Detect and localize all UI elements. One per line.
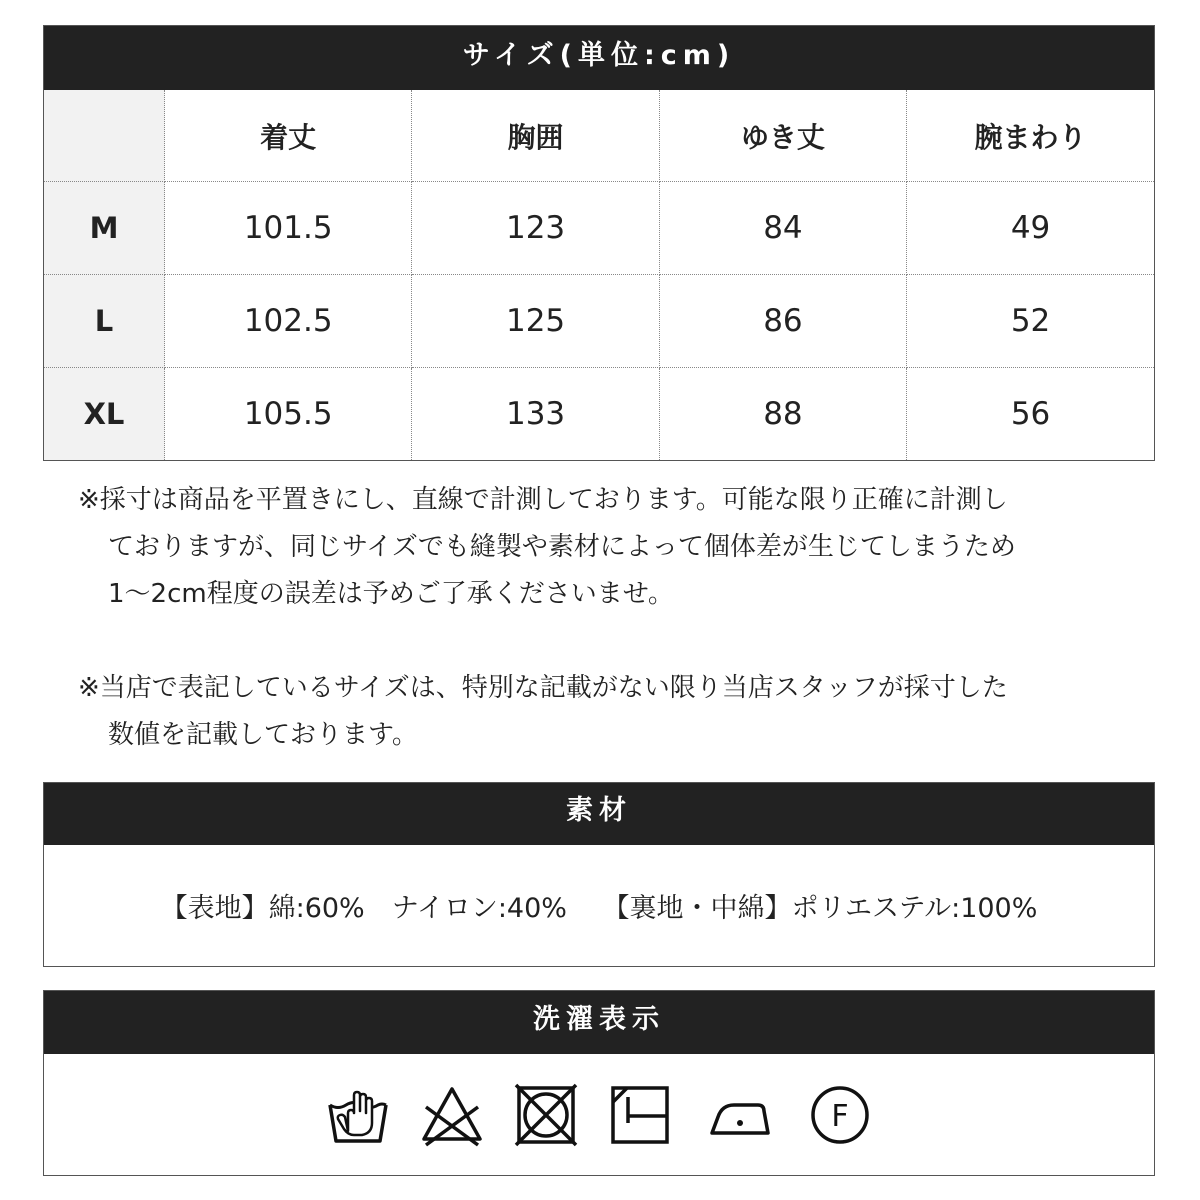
- table-cell: 86: [659, 275, 906, 368]
- table-row: [44, 182, 1154, 275]
- line-dry-shade-icon: [608, 1083, 672, 1147]
- column-header-length: 着丈: [165, 90, 412, 182]
- material-body: [44, 845, 1154, 966]
- washing-title: 洗濯表示: [44, 991, 1154, 1054]
- note-line: ※採寸は商品を平置きにし、直線で計測しております。可能な限り正確に計測し: [78, 485, 1008, 515]
- table-cell: 49: [907, 182, 1154, 275]
- size-table: [44, 90, 1154, 460]
- measurement-note-text: [78, 477, 1138, 618]
- material-inner: 【裏地・中綿】ポリエステル:100%: [602, 893, 1038, 924]
- measurement-note: [78, 477, 1138, 618]
- note-line: 数値を記載しております。: [108, 720, 418, 750]
- table-cell: 125: [412, 275, 659, 368]
- no-bleach-icon: [420, 1083, 484, 1147]
- hand-wash-icon: [326, 1083, 390, 1147]
- note-line: 1〜2cm程度の誤差は予めご了承くださいませ。: [108, 579, 674, 609]
- note-line: ておりますが、同じサイズでも縫製や素材によって個体差が生じてしまうため: [108, 532, 1016, 562]
- washing-icons: [44, 1054, 1154, 1175]
- table-cell: 133: [412, 368, 659, 461]
- dry-clean-letter: F: [831, 1098, 849, 1134]
- no-tumble-dry-icon: [514, 1083, 578, 1147]
- size-chart: [43, 25, 1155, 461]
- table-cell: 84: [659, 182, 906, 275]
- table-row: [44, 275, 1154, 368]
- size-label: L: [44, 275, 165, 368]
- table-cell: 101.5: [165, 182, 412, 275]
- iron-low-icon: [702, 1083, 778, 1147]
- column-header-chest: 胸囲: [412, 90, 659, 182]
- table-cell: 56: [907, 368, 1154, 461]
- material-outer: 【表地】綿:60% ナイロン:40%: [160, 893, 567, 924]
- dry-clean-f-icon: [808, 1083, 872, 1147]
- washing-panel: [43, 990, 1155, 1176]
- size-label: XL: [44, 368, 165, 461]
- staff-measurement-note: [78, 665, 1138, 759]
- staff-measurement-note-text: [78, 665, 1138, 759]
- size-label: M: [44, 182, 165, 275]
- table-header-row: [44, 90, 1154, 182]
- material-panel: [43, 782, 1155, 967]
- table-cell: 102.5: [165, 275, 412, 368]
- table-cell: 123: [412, 182, 659, 275]
- table-cell: 52: [907, 275, 1154, 368]
- size-chart-title: サイズ(単位:cm): [44, 26, 1154, 90]
- table-corner-cell: [44, 90, 165, 182]
- table-cell: 88: [659, 368, 906, 461]
- table-cell: 105.5: [165, 368, 412, 461]
- table-row: [44, 368, 1154, 461]
- column-header-sleeve: ゆき丈: [659, 90, 906, 182]
- material-title: 素材: [44, 783, 1154, 845]
- material-spacer: [567, 886, 603, 925]
- note-line: ※当店で表記しているサイズは、特別な記載がない限り当店スタッフが採寸した: [78, 673, 1008, 703]
- column-header-arm: 腕まわり: [907, 90, 1154, 182]
